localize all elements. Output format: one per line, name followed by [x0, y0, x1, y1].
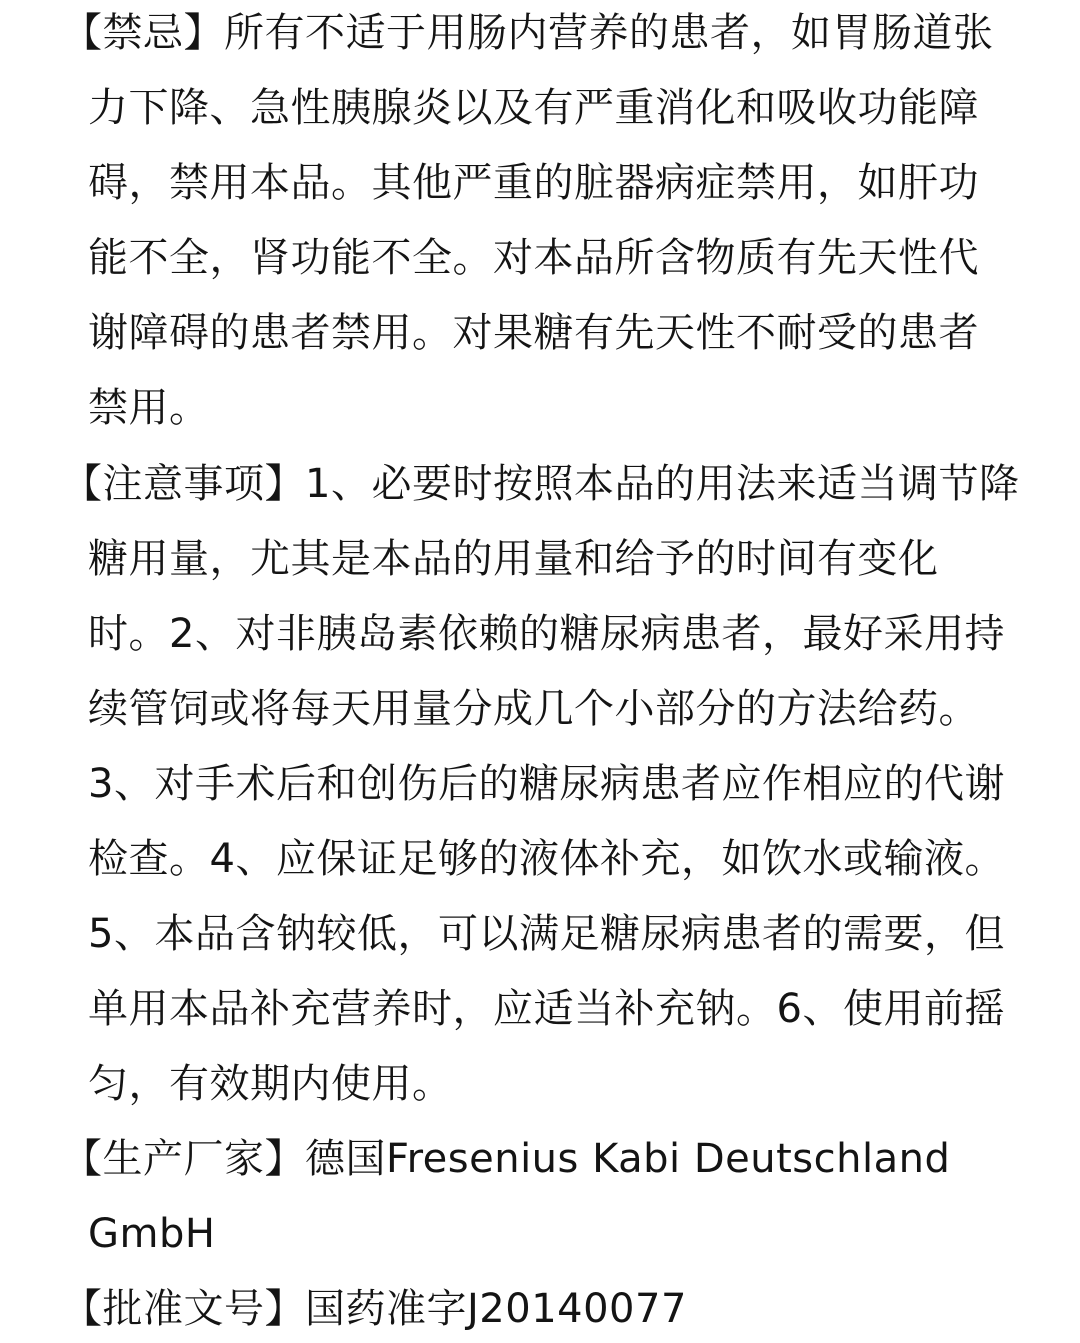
contraindications-text-line: 力下降、急性胰腺炎以及有严重消化和吸收功能障 — [88, 85, 979, 131]
precautions-text-line: 糖用量，尤其是本品的用量和给予的时间有变化 — [88, 536, 939, 582]
approval-number-line: 【批准文号】国药准字J20140077 — [62, 1286, 687, 1332]
precautions-text-line: 时。2、对非胰岛素依赖的糖尿病患者，最好采用持 — [88, 611, 1005, 657]
contraindications-text-line: 谢障碍的患者禁用。对果糖有先天性不耐受的患者 — [88, 310, 979, 356]
contraindications-text-line: 碍，禁用本品。其他严重的脏器病症禁用，如肝功 — [88, 160, 979, 206]
precautions-text-line: 单用本品补充营养时，应适当补充钠。6、使用前摇 — [88, 986, 1005, 1032]
contraindications-text-line: 能不全，肾功能不全。对本品所含物质有先天性代 — [88, 235, 979, 281]
contraindications-text-line: 禁用。 — [88, 385, 210, 431]
precautions-text-line: 5、本品含钠较低，可以满足糖尿病患者的需要，但 — [88, 911, 1005, 957]
precautions-text-line: 3、对手术后和创伤后的糖尿病患者应作相应的代谢 — [88, 761, 1005, 807]
contraindications-heading-line: 【禁忌】所有不适于用肠内营养的患者，如胃肠道张 — [62, 10, 994, 56]
precautions-text-line: 续管饲或将每天用量分成几个小部分的方法给药。 — [88, 686, 979, 732]
precautions-text-line: 检查。4、应保证足够的液体补充，如饮水或输液。 — [88, 836, 1005, 882]
precautions-text-line: 匀，有效期内使用。 — [88, 1061, 453, 1107]
manufacturer-heading-line: 【生产厂家】德国Fresenius Kabi Deutschland — [62, 1136, 951, 1182]
precautions-heading-line: 【注意事项】1、必要时按照本品的用法来适当调节降 — [62, 461, 1020, 507]
manufacturer-text-line: GmbH — [88, 1211, 216, 1257]
